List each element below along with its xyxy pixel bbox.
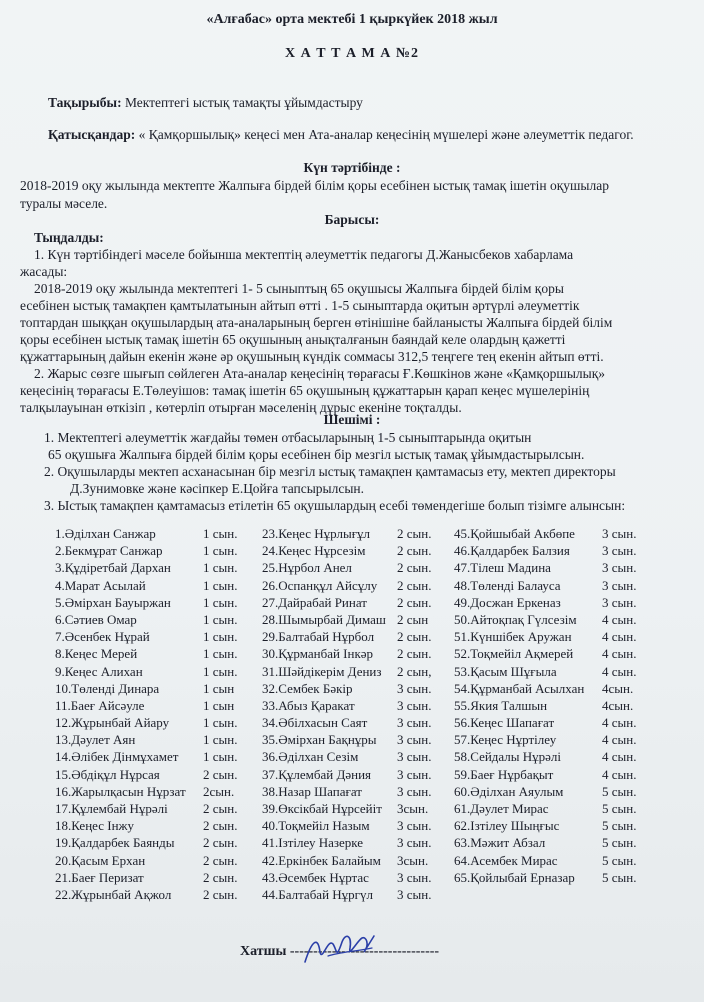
student-row: [55, 559, 255, 576]
student-row: [55, 800, 255, 817]
student-row: [454, 611, 659, 628]
decision-line: 2. Оқушыларды мектеп асханасынан бір мезгіл ыстық тамақпен қамтамасыз ету, мектеп директоры: [44, 464, 616, 479]
student-name: 49.Досжан Еркеназ: [454, 594, 561, 610]
student-row: [262, 731, 452, 748]
student-name: 5.Әмірхан Бауыржан: [55, 594, 171, 610]
student-row: [454, 834, 659, 851]
student-row: [454, 783, 659, 800]
student-name: 42.Еркінбек Балайым: [262, 852, 381, 868]
student-name: 56.Кеңес Шапағат: [454, 715, 555, 731]
student-name: 44.Балтабай Нұргүл: [262, 886, 373, 902]
student-grade: 4 сын.: [602, 663, 637, 679]
student-name: 46.Қалдарбек Балзия: [454, 543, 570, 559]
student-name: 11.Баеғ Айсәуле: [55, 697, 145, 713]
student-grade: 3 сын.: [602, 577, 637, 593]
student-name: 53.Қасым Шұғыла: [454, 663, 557, 679]
student-grade: 1 сын.: [203, 594, 238, 610]
student-grade: 3 сын.: [397, 697, 432, 713]
roster-column-2: [262, 525, 452, 903]
participants-line: [48, 127, 634, 143]
student-row: [55, 525, 255, 542]
student-name: 65.Қойлыбай Ерназар: [454, 869, 575, 885]
student-grade: 1 сын.: [203, 715, 238, 731]
student-name: 52.Тоқмейіл Ақмерей: [454, 646, 574, 662]
student-grade: 5 сын.: [602, 835, 637, 851]
student-grade: 2 сын.: [397, 526, 432, 541]
student-name: 33.Абыз Қаракат: [262, 697, 355, 713]
student-grade: 4 сын.: [602, 629, 637, 645]
student-grade: 2 сын.: [397, 594, 432, 610]
decision-line: 3. Ыстық тамақпен қамтамасыз етілетін 65 оқушылардың есебі төмендегiше болып тізімге алынсын:: [44, 498, 626, 513]
roster-column-1: [55, 525, 255, 903]
student-name: 41.Ізтілеу Назерке: [262, 835, 364, 851]
student-roster: [0, 525, 704, 902]
student-name: 43.Әсембек Нұртас: [262, 869, 369, 885]
student-name: 24.Кеңес Нұрсезім: [262, 543, 366, 559]
signature-line: --------------------------------: [289, 944, 440, 959]
student-row: [454, 577, 659, 594]
student-name: 57.Кеңес Нұртілеу: [454, 732, 557, 748]
student-grade: 3 сын.: [602, 594, 637, 610]
student-grade: 2 сын.: [203, 818, 238, 834]
decision-heading: Шешімі :: [323, 412, 381, 427]
student-grade: 4 сын.: [602, 611, 637, 627]
student-name: 35.Әмірхан Бақнұры: [262, 732, 377, 748]
student-name: 18.Кеңес Інжу: [55, 818, 135, 834]
student-row: [262, 714, 452, 731]
student-grade: 1 сын.: [203, 611, 238, 627]
student-row: [454, 525, 659, 542]
topic-value: Мектептегі ыстық тамақты ұйымдастыру: [121, 95, 363, 110]
student-grade: 3сын.: [397, 852, 429, 868]
student-row: [262, 577, 452, 594]
student-name: 60.Әділхан Аяулым: [454, 783, 564, 799]
student-grade: 2 сын: [397, 611, 429, 627]
topic-line: [48, 95, 363, 111]
student-row: [454, 852, 659, 869]
student-row: [454, 748, 659, 765]
student-name: 36.Әділхан Сезім: [262, 749, 359, 765]
student-grade: 5 сын.: [602, 852, 637, 868]
roster-column-3: [454, 525, 659, 886]
student-grade: 2 сын.: [397, 646, 432, 662]
student-grade: 2 сын.: [203, 886, 238, 902]
student-row: [55, 611, 255, 628]
student-name: 37.Құлембай Дәния: [262, 766, 372, 782]
student-row: [262, 680, 452, 697]
student-grade: 2 сын.: [203, 835, 238, 851]
student-row: [262, 766, 452, 783]
student-row: [55, 783, 255, 800]
student-row: [262, 834, 452, 851]
student-name: 39.Өксікбай Нұрсейіт: [262, 801, 382, 816]
body-line: 2. Жарыс сөзге шығып сөйлеген Ата-аналар кеңесінің төрағасы Ғ.Көшкінов және «Қамқоршылық»: [34, 366, 606, 381]
student-name: 47.Тілеш Мадина: [454, 560, 551, 576]
agenda-line: туралы мәселе.: [20, 196, 108, 211]
student-grade: 3 сын.: [602, 526, 637, 541]
student-row: [55, 886, 255, 903]
student-grade: 4 сын.: [602, 715, 637, 731]
participants-label: Қатысқандар:: [48, 127, 136, 142]
student-row: [55, 663, 255, 680]
student-grade: 4 сын.: [602, 749, 637, 765]
student-row: [454, 697, 659, 714]
student-grade: 1 сын.: [203, 526, 238, 541]
body-line: 2018-2019 оқу жылында мектептегі 1- 5 сыныптың 65 оқушысы Жалпыға бірдей білім қоры: [34, 281, 564, 296]
student-grade: 2 сын.: [397, 560, 432, 576]
student-grade: 3 сын.: [397, 766, 432, 782]
student-row: [262, 886, 452, 903]
student-name: 59.Баеғ Нұрбақыт: [454, 766, 554, 782]
agenda-line: 2018-2019 оқу жылында мектепте Жалпыға бірдей білім қоры есебінен ыстық тамақ ішетін оқушылар: [20, 178, 609, 193]
student-row: [262, 628, 452, 645]
student-grade: 3 сын.: [397, 886, 432, 902]
student-name: 13.Дәулет Аян: [55, 732, 136, 748]
student-grade: 2 сын.: [397, 543, 432, 559]
student-grade: 3 сын.: [397, 732, 432, 748]
student-grade: 1 сын.: [203, 629, 238, 645]
student-grade: 3 сын.: [397, 835, 432, 851]
student-name: 32.Сембек Бәкір: [262, 680, 353, 696]
student-row: [55, 577, 255, 594]
student-grade: 3 сын.: [397, 715, 432, 731]
body-line: есебінен ыстық тамақпен қамтылатынын айтып өтті . 1-5 сыныптарда оқитын әртүрлі әлеуметтік: [20, 298, 580, 313]
student-row: [55, 542, 255, 559]
student-name: 50.Айтоқпақ Гүлсезім: [454, 611, 577, 627]
student-row: [454, 766, 659, 783]
body-line: жасады:: [20, 264, 68, 279]
student-row: [262, 594, 452, 611]
student-name: 48.Төленді Балауса: [454, 577, 561, 593]
student-name: 58.Сейдалы Нұрәлі: [454, 749, 562, 765]
student-grade: 2 сын.: [397, 577, 432, 593]
student-row: [454, 869, 659, 886]
student-grade: 2 сын.: [203, 852, 238, 868]
student-name: 15.Әбдіқұл Нұрсая: [55, 766, 160, 782]
student-grade: 1 сын.: [203, 646, 238, 662]
student-row: [55, 594, 255, 611]
student-row: [262, 542, 452, 559]
student-name: 1.Әділхан Санжар: [55, 526, 156, 541]
student-grade: 3 сын.: [397, 869, 432, 885]
student-row: [55, 869, 255, 886]
student-name: 21.Баеғ Перизат: [55, 869, 144, 885]
student-grade: 1 сын.: [203, 560, 238, 576]
student-name: 8.Кеңес Мерей: [55, 646, 138, 662]
student-row: [55, 714, 255, 731]
student-name: 51.Күншібек Аружан: [454, 629, 572, 645]
student-grade: 4сын.: [602, 697, 634, 713]
body-line: құжаттарының дайын екенін және әр оқушының күндік соммасы 312,5 теңгеге тең екенін айтып өтті.: [20, 349, 604, 364]
student-grade: 3 сын.: [397, 818, 432, 834]
student-row: [262, 663, 452, 680]
listened-label: Тыңдалды:: [34, 230, 104, 245]
student-row: [55, 817, 255, 834]
student-name: 9.Кеңес Алихан: [55, 663, 143, 679]
student-name: 19.Қалдарбек Баянды: [55, 835, 175, 851]
participants-value: « Қамқоршылық» кеңесі мен Ата-аналар кеңесінің мүшелері және әлеуметтік педагог.: [135, 127, 634, 142]
topic-label: Тақырыбы:: [48, 95, 122, 110]
student-name: 30.Құрманбай Інкәр: [262, 646, 374, 662]
student-grade: 3сын.: [397, 801, 429, 816]
body-line: 1. Күн тәртібіндегі мәселе бойынша мектептің әлеуметтік педагогы Д.Жанысбеков хабарлама: [34, 247, 574, 262]
student-grade: 3 сын.: [602, 543, 637, 559]
student-name: 6.Сәтиев Омар: [55, 611, 137, 627]
decision-line: Д.Зунимовке және кәсіпкер Е.Цойға тапсырылсын.: [70, 481, 365, 496]
student-name: 64.Асембек Мирас: [454, 852, 558, 868]
student-grade: 4сын.: [602, 680, 634, 696]
student-row: [55, 834, 255, 851]
student-grade: 3 сын.: [397, 749, 432, 765]
student-name: 31.Шәйдікерім Дениз: [262, 663, 382, 679]
student-row: [454, 680, 659, 697]
student-grade: 5 сын.: [602, 818, 637, 834]
student-name: 40.Тоқмейіл Назым: [262, 818, 370, 834]
student-name: 38.Назар Шапағат: [262, 783, 362, 799]
student-row: [262, 817, 452, 834]
student-grade: 2 сын.: [203, 869, 238, 885]
body-line: қоры есебінен ыстық тамақ ішетін 65 оқушының анықталғанын баяндай келе олардың қажетті: [20, 332, 566, 347]
student-name: 29.Балтабай Нұрбол: [262, 629, 375, 645]
student-row: [262, 869, 452, 886]
decision-line: 65 оқушыға Жалпыға бірдей білім қоры есебінен бір мезгіл ыстық тамақ ұйымдастырылсын.: [48, 447, 585, 462]
student-row: [454, 542, 659, 559]
student-name: 14.Әлібек Дінмұхамет: [55, 749, 179, 765]
student-grade: 1 сын.: [203, 732, 238, 748]
student-grade: 1 сын.: [203, 543, 238, 559]
student-grade: 2 сын,: [397, 663, 432, 679]
student-row: [454, 817, 659, 834]
student-grade: 1 сын: [203, 680, 235, 696]
student-row: [55, 731, 255, 748]
student-row: [262, 525, 452, 542]
student-grade: 1 сын.: [203, 663, 238, 679]
student-row: [262, 645, 452, 662]
body-line: топтардан шыққан оқушылардың ата-аналарының берген өтінішіне байланысты Жалпыға бірдей білім: [20, 315, 613, 330]
student-name: 12.Жұрынбай Айару: [55, 715, 170, 731]
student-row: [262, 852, 452, 869]
student-grade: 5 сын.: [602, 783, 637, 799]
secretary-label: Хатшы: [240, 944, 287, 959]
student-grade: 4 сын.: [602, 732, 637, 748]
progress-heading: Барысы:: [324, 212, 380, 227]
student-name: 27.Дайрабай Ринат: [262, 594, 367, 610]
student-grade: 3 сын.: [397, 783, 432, 799]
student-grade: 1 сын: [203, 697, 235, 713]
student-row: [454, 731, 659, 748]
student-grade: 5 сын.: [602, 869, 637, 885]
student-name: 62.Ізтілеу Шыңғыс: [454, 818, 560, 834]
student-name: 26.Оспанқұл Айсұлу: [262, 577, 378, 593]
student-grade: 3 сын.: [602, 560, 637, 576]
student-row: [454, 628, 659, 645]
student-row: [262, 611, 452, 628]
student-grade: 4 сын.: [602, 766, 637, 782]
student-grade: 2 сын.: [203, 801, 238, 816]
student-name: 22.Жұрынбай Ақжол: [55, 886, 172, 902]
student-grade: 3 сын.: [397, 680, 432, 696]
student-name: 45.Қойшыбай Акбөпе: [454, 526, 575, 541]
student-grade: 5 сын.: [602, 801, 637, 816]
student-row: [55, 748, 255, 765]
document-title: Х А Т Т А М А №2: [285, 46, 419, 61]
student-name: 63.Мәжит Абзал: [454, 835, 546, 851]
student-row: [262, 697, 452, 714]
student-grade: 2 сын.: [397, 629, 432, 645]
student-row: [55, 852, 255, 869]
student-row: [262, 748, 452, 765]
student-name: 3.Құдіретбай Дархан: [55, 560, 171, 576]
student-row: [55, 680, 255, 697]
student-name: 20.Қасым Ерхан: [55, 852, 146, 868]
student-row: [454, 714, 659, 731]
student-name: 28.Шымырбай Димаш: [262, 611, 386, 627]
student-row: [55, 766, 255, 783]
student-name: 7.Әсенбек Нұрай: [55, 629, 150, 645]
student-row: [454, 663, 659, 680]
student-name: 25.Нұрбол Анел: [262, 560, 352, 576]
agenda-heading: Күн тәртібінде :: [303, 160, 401, 175]
student-row: [55, 628, 255, 645]
student-row: [262, 800, 452, 817]
student-row: [55, 645, 255, 662]
decision-line: 1. Мектептегі әлеуметтік жағдайы төмен отбасыларының 1-5 сыныптарында оқитын: [44, 430, 532, 445]
student-grade: 1 сын.: [203, 577, 238, 593]
student-name: 54.Құрманбай Асылхан: [454, 680, 585, 696]
student-name: 16.Жарылқасын Нұрзат: [55, 783, 186, 799]
student-row: [262, 783, 452, 800]
student-grade: 2 сын.: [203, 766, 238, 782]
student-grade: 4 сын.: [602, 646, 637, 662]
student-row: [454, 559, 659, 576]
student-row: [454, 800, 659, 817]
document-header: «Алғабас» орта мектебі 1 қыркүйек 2018 жыл: [206, 12, 498, 27]
student-row: [454, 645, 659, 662]
student-grade: 2сын.: [203, 783, 235, 799]
student-row: [55, 697, 255, 714]
student-name: 4.Марат Асылай: [55, 577, 146, 593]
student-name: 2.Бекмұрат Санжар: [55, 543, 163, 559]
student-name: 55.Якия Талшын: [454, 697, 548, 713]
body-line: талқылауынан өткізіп , көтерліп отырған мәселенің дұрыс екеніне тоқталды.: [20, 400, 462, 415]
student-name: 23.Кеңес Нұрлығұл: [262, 526, 371, 541]
student-grade: 1 сын.: [203, 749, 238, 765]
student-name: 17.Құлембай Нұрәлі: [55, 801, 168, 816]
student-name: 61.Дәулет Мирас: [454, 801, 549, 816]
handwritten-signature: [300, 930, 380, 970]
student-name: 10.Төленді Динара: [55, 680, 160, 696]
student-name: 34.Әбілхасын Саят: [262, 715, 368, 731]
body-line: кеңесінің төрағасы Е.Төлеуішов: тамақ ішетін 65 оқушының құжаттарын қарап кеңес мүшелерінің: [20, 383, 590, 398]
student-row: [454, 594, 659, 611]
student-row: [262, 559, 452, 576]
